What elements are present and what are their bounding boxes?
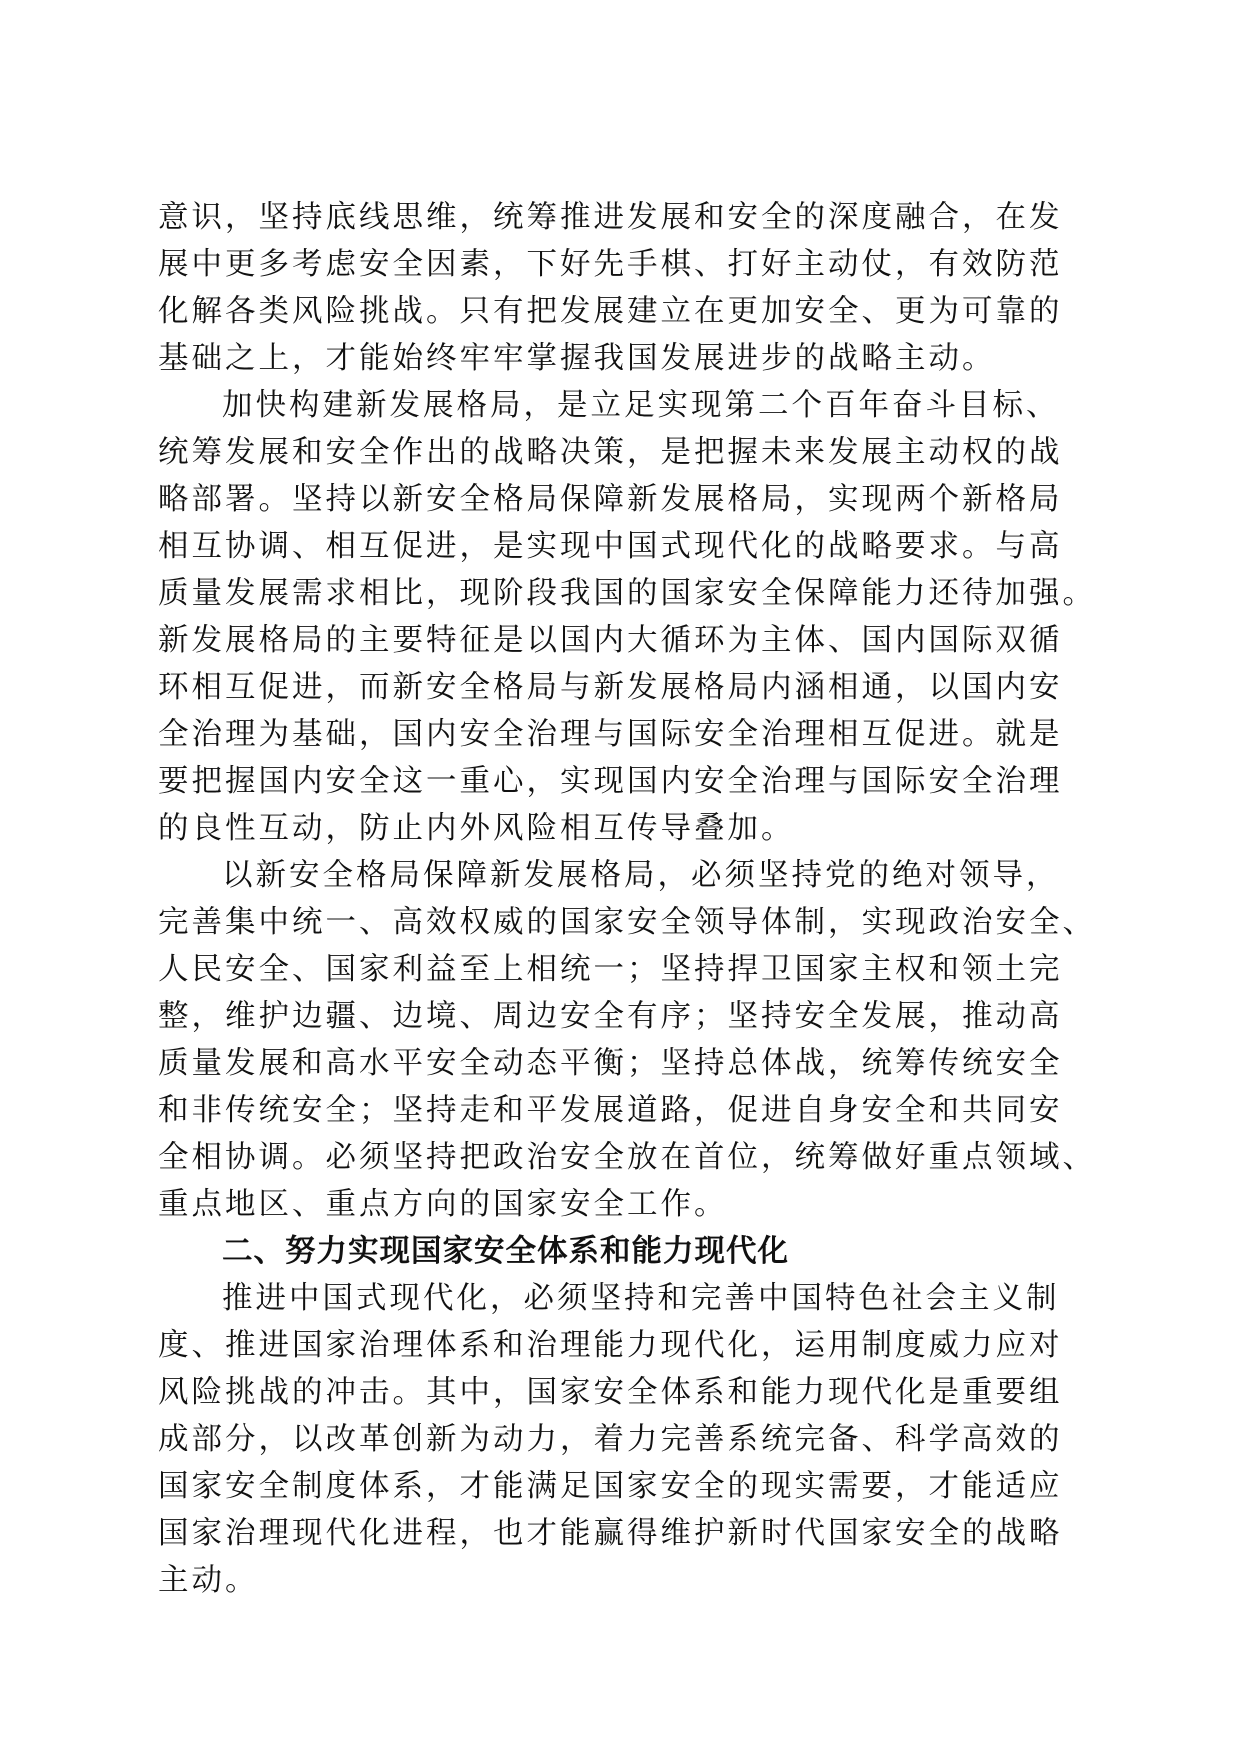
body-text-line: 完善集中统一、高效权威的国家安全领导体制，实现政治安全、 [158, 905, 1096, 940]
body-text-line: 国家安全制度体系，才能满足国家安全的现实需要，才能适应 [158, 1469, 1063, 1504]
body-text-line: 要把握国内安全这一重心，实现国内安全治理与国际安全治理 [158, 764, 1063, 799]
body-text-line: 以新安全格局保障新发展格局，必须坚持党的绝对领导， [222, 858, 1060, 893]
body-text-line: 度、推进国家治理体系和治理能力现代化，运用制度威力应对 [158, 1328, 1063, 1363]
document-body [158, 194, 1096, 1604]
body-text-line: 新发展格局的主要特征是以国内大循环为主体、国内国际双循 [158, 623, 1063, 658]
body-text-line: 成部分，以改革创新为动力，着力完善系统完备、科学高效的 [158, 1422, 1063, 1457]
body-text-line: 的良性互动，防止内外风险相互传导叠加。 [158, 811, 795, 846]
body-text-line: 人民安全、国家利益至上相统一；坚持捍卫国家主权和领土完 [158, 952, 1063, 987]
body-text-line: 国家治理现代化进程，也才能赢得维护新时代国家安全的战略 [158, 1516, 1063, 1551]
body-text-line: 全相协调。必须坚持把政治安全放在首位，统筹做好重点领域、 [158, 1140, 1096, 1175]
body-text-line: 加快构建新发展格局，是立足实现第二个百年奋斗目标、 [222, 388, 1060, 423]
body-text-line: 整，维护边疆、边境、周边安全有序；坚持安全发展，推动高 [158, 999, 1063, 1034]
body-text-line: 统筹发展和安全作出的战略决策，是把握未来发展主动权的战 [158, 435, 1063, 470]
body-text-line: 意识，坚持底线思维，统筹推进发展和安全的深度融合，在发 [158, 200, 1063, 235]
body-text-line: 风险挑战的冲击。其中，国家安全体系和能力现代化是重要组 [158, 1375, 1063, 1410]
body-text-line: 和非传统安全；坚持走和平发展道路，促进自身安全和共同安 [158, 1093, 1063, 1128]
section-heading: 二、努力实现国家安全体系和能力现代化 [222, 1234, 789, 1269]
body-text-line: 主动。 [158, 1563, 259, 1598]
body-text-line: 环相互促进，而新安全格局与新发展格局内涵相通，以国内安 [158, 670, 1063, 705]
body-text-line: 化解各类风险挑战。只有把发展建立在更加安全、更为可靠的 [158, 294, 1063, 329]
body-text-line: 重点地区、重点方向的国家安全工作。 [158, 1187, 728, 1222]
body-text-line: 质量发展和高水平安全动态平衡；坚持总体战，统筹传统安全 [158, 1046, 1063, 1081]
body-text-line: 相互协调、相互促进，是实现中国式现代化的战略要求。与高 [158, 529, 1063, 564]
body-text-line: 展中更多考虑安全因素，下好先手棋、打好主动仗，有效防范 [158, 247, 1063, 282]
body-text-line: 质量发展需求相比，现阶段我国的国家安全保障能力还待加强。 [158, 576, 1096, 611]
body-text-line: 推进中国式现代化，必须坚持和完善中国特色社会主义制 [222, 1281, 1060, 1316]
body-text-line: 略部署。坚持以新安全格局保障新发展格局，实现两个新格局 [158, 482, 1063, 517]
body-text-line: 基础之上，才能始终牢牢掌握我国发展进步的战略主动。 [158, 341, 996, 376]
body-text-line: 全治理为基础，国内安全治理与国际安全治理相互促进。就是 [158, 717, 1063, 752]
